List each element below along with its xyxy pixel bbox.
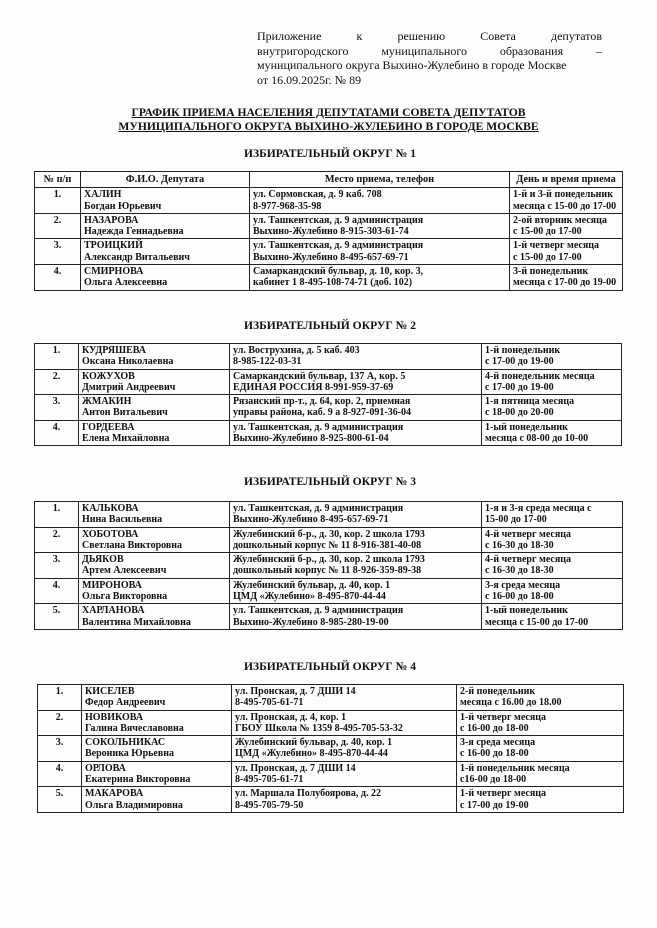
time-line: 3-я среда месяца [485,579,561,591]
place-line: ул. Пронская, д. 7 ДШИ 14 [235,762,356,774]
deputy-name-cell [79,527,230,553]
deputy-surname: МАКАРОВА [85,788,144,800]
place-line: ул. Ташкентская, д. 9 администрация [233,605,404,617]
reception-place-cell [230,395,482,421]
place-line: Самаркандский бульвар, д. 10, кор. 3, [253,266,424,278]
okrug-heading-1: ИЗБИРАТЕЛЬНЫЙ ОКРУГ № 1 [243,147,417,160]
reception-place-cell [230,527,482,553]
appendix-line: внутригородского муниципального образования – [257,43,602,58]
row-number: 4. [38,761,82,787]
appendix-line: муниципального округа Выхино-Жулебино в городе Москве [257,58,567,73]
table-row [38,761,624,787]
time-line: с 17-00 до 19-00 [485,356,554,368]
place-line: Выхино-Жулебино 8-495-657-69-71 [233,514,389,526]
deputy-given-name: Дмитрий Андреевич [82,381,176,393]
reception-place-cell [250,188,510,214]
time-line: 3-й понедельник [513,266,589,278]
row-number: 4. [35,265,81,291]
place-line: Выхино-Жулебино 8-915-303-61-74 [253,226,409,238]
deputy-surname: СОКОЛЬНИКАС [85,737,166,749]
place-line: ул. Вострухина, д. 5 каб. 403 [233,345,360,356]
reception-time-cell [482,578,623,604]
deputy-given-name: Галина Вячеславовна [85,722,184,734]
time-line: 1-я и 3-я среда месяца с [485,503,592,514]
time-line: с16-00 до 18-00 [460,774,527,786]
time-line: 2-ой вторник месяца [513,214,607,226]
deputy-name-cell [79,420,230,446]
place-line: ул. Ташкентская, д. 9 администрация [253,240,424,252]
reception-place-cell [232,736,457,762]
deputy-given-name: Ольга Владимировна [85,799,183,811]
deputy-surname: ТРОИЦКИЙ [84,240,143,252]
deputy-given-name: Валентина Михайловна [82,616,191,628]
row-number: 1. [38,685,82,711]
place-line: Рязанский пр-т., д. 64, кор. 2, приемная [233,396,411,408]
deputy-given-name: Светлана Викторовна [82,539,183,551]
reception-place-cell [230,553,482,579]
place-line: 8-977-968-35-98 [253,200,322,212]
place-line: ЦМД «Жулебино» 8-495-870-44-44 [235,748,388,760]
place-line: управы района, каб. 9 а 8-927-091-36-04 [233,407,412,419]
deputy-name-cell [82,710,232,736]
row-number: 3. [38,736,82,762]
place-line: ЦМД «Жулебино» 8-495-870-44-44 [233,591,386,603]
reception-time-cell [482,502,623,528]
reception-time-cell [457,736,624,762]
deputy-surname: ХОБОТОВА [82,528,139,540]
deputy-given-name: Надежда Геннадьевна [84,226,184,238]
place-line: 8-985-122-03-31 [233,356,302,368]
place-line: дошкольный корпус № 11 8-926-359-89-38 [233,565,422,577]
time-line: с 18-00 до 20-00 [485,407,554,419]
time-line: с 16-30 до 18-30 [485,539,554,551]
reception-time-cell [510,213,623,239]
deputy-surname: ХАЛИН [84,189,122,201]
deputy-name-cell [79,578,230,604]
deputy-given-name: Елена Михайловна [82,433,170,445]
okrug-heading-4: ИЗБИРАТЕЛЬНЫЙ ОКРУГ № 4 [243,660,417,673]
header-place: Место приема, телефон [250,172,510,188]
table-row [35,239,623,265]
header-name: Ф.И.О. Депутата [81,172,250,188]
deputy-surname: КОЖУХОВ [82,370,135,382]
deputy-name-cell [82,761,232,787]
table-row [38,710,624,736]
deputy-name-cell [79,395,230,421]
time-line: 1-й четверг месяца [513,240,600,252]
deputy-name-cell [82,787,232,813]
appendix-line: Приложение к решению Совета депутатов [257,29,602,43]
reception-time-cell [482,527,623,553]
deputy-surname: НАЗАРОВА [84,214,139,226]
deputy-name-cell [81,213,250,239]
reception-time-cell [482,553,623,579]
time-line: 2-й понедельник [460,686,536,697]
document-title [80,106,577,133]
table-row [35,213,623,239]
place-line: ул. Маршала Полубоярова, д. 22 [235,788,381,800]
reception-place-cell [250,265,510,291]
reception-place-cell [230,502,482,528]
reception-place-cell [230,420,482,446]
deputy-given-name: Богдан Юрьевич [84,200,162,212]
reception-time-cell [510,265,623,291]
place-line: Выхино-Жулебино 8-495-657-69-71 [253,251,409,263]
time-line: месяца с 16.00 до 18.00 [460,697,562,709]
deputy-given-name: Ольга Алексеевна [84,277,168,289]
row-number: 4. [35,578,79,604]
table-row [38,685,624,711]
place-line: 8-495-705-61-71 [235,697,304,709]
deputy-given-name: Федор Андреевич [85,697,166,709]
deputy-given-name: Вероника Юрьевна [85,748,175,760]
deputy-surname: НОВИКОВА [85,711,144,723]
header-num: № п/п [35,172,81,188]
deputy-name-cell [79,502,230,528]
row-number: 4. [35,420,79,446]
deputy-name-cell [81,239,250,265]
deputy-surname: КУДРЯШЕВА [82,345,147,356]
reception-place-cell [232,761,457,787]
reception-place-cell [230,369,482,395]
deputy-given-name: Оксана Николаевна [82,356,174,368]
deputy-surname: ДЬЯКОВ [82,554,124,566]
deputy-given-name: Нина Васильевна [82,514,163,526]
time-line: с 17-00 до 19-00 [485,381,554,393]
reception-time-cell [482,604,623,630]
place-line: Жулебинский б-р., д. 30, кор. 2 школа 1793 [233,528,425,540]
place-line: ул. Пронская, д. 7 ДШИ 14 [235,686,356,697]
row-number: 3. [35,395,79,421]
row-number: 3. [35,239,81,265]
table-row [35,604,623,630]
deputy-surname: ЖМАКИН [82,396,132,408]
deputy-name-cell [79,604,230,630]
reception-time-cell [457,761,624,787]
time-line: 4-й понедельник месяца [485,370,595,382]
reception-place-cell [250,213,510,239]
table-row [38,736,624,762]
deputy-given-name: Екатерина Викторовна [85,774,191,786]
deputy-given-name: Артем Алексеевич [82,565,167,577]
time-line: месяца с 17-00 до 19-00 [513,277,617,289]
reception-place-cell [232,787,457,813]
reception-time-cell [457,710,624,736]
place-line: ГБОУ Школа № 1359 8-495-705-53-32 [235,722,403,734]
row-number: 5. [35,604,79,630]
deputy-name-cell [82,685,232,711]
place-line: ул. Ташкентская, д. 9 администрация [233,421,404,433]
place-line: кабинет 1 8-495-108-74-71 (доб. 102) [253,277,413,289]
reception-time-cell [457,787,624,813]
reception-time-cell [482,395,622,421]
deputy-name-cell [79,553,230,579]
time-line: с 16-30 до 18-30 [485,565,554,577]
place-line: ул. Ташкентская, д. 9 администрация [253,214,424,226]
reception-place-cell [250,239,510,265]
okrug-heading-2: ИЗБИРАТЕЛЬНЫЙ ОКРУГ № 2 [243,319,417,332]
table-row [35,578,623,604]
time-line: месяца с 15-00 до 17-00 [485,616,589,628]
row-number: 1. [35,188,81,214]
place-line: Выхино-Жулебино 8-985-280-19-00 [233,616,389,628]
deputy-name-cell [79,344,230,370]
appendix-note [257,29,602,87]
okrug-table-4 [37,684,624,813]
deputy-surname: КИСЕЛЕВ [85,686,135,697]
reception-place-cell [232,685,457,711]
deputy-surname: МИРОНОВА [82,579,142,591]
place-line: 8-495-705-61-71 [235,774,304,786]
table-row [35,527,623,553]
row-number: 3. [35,553,79,579]
deputy-name-cell [82,736,232,762]
row-number: 2. [35,527,79,553]
deputy-given-name: Ольга Викторовна [82,591,168,603]
okrug-table-1 [34,171,623,291]
reception-time-cell [482,344,622,370]
time-line: месяца с 08-00 до 10-00 [485,433,589,445]
time-line: 15-00 до 17-00 [485,514,547,526]
place-line: 8-495-705-79-50 [235,799,304,811]
row-number: 1. [35,344,79,370]
row-number: 2. [35,213,81,239]
reception-time-cell [510,188,623,214]
table-row [35,344,622,370]
okrug-table-3 [34,501,623,630]
deputy-name-cell [81,188,250,214]
place-line: Жулебинский бульвар, д. 40, кор. 1 [235,737,393,749]
time-line: 1-ый понедельник [485,421,568,433]
table-row [38,787,624,813]
time-line: 4-й четверг месяца [485,528,572,540]
deputy-given-name: Александр Витальевич [84,251,190,263]
table-row [35,502,623,528]
place-line: Жулебинский бульвар, д. 40, кор. 1 [233,579,391,591]
time-line: с 15-00 до 17-00 [513,251,582,263]
place-line: ул. Пронская, д. 4, кор. 1 [235,711,347,723]
time-line: 4-й четверг месяца [485,554,572,566]
place-line: Самаркандский бульвар, 137 А, кор. 5 [233,370,406,382]
row-number: 2. [38,710,82,736]
table-row [35,395,622,421]
deputy-surname: КАЛЬКОВА [82,503,139,514]
place-line: ул. Сормовская, д. 9 каб. 708 [253,189,382,201]
time-line: 1-й четверг месяца [460,788,547,800]
reception-time-cell [482,369,622,395]
time-line: 1-й понедельник [485,345,561,356]
place-line: Выхино-Жулебино 8-925-800-61-04 [233,433,389,445]
reception-place-cell [230,344,482,370]
reception-place-cell [230,604,482,630]
time-line: с 16-00 до 18-00 [485,591,554,603]
row-number: 2. [35,369,79,395]
reception-time-cell [510,239,623,265]
deputy-name-cell [79,369,230,395]
time-line: 3-я среда месяца [460,737,536,749]
reception-place-cell [230,578,482,604]
time-line: месяца с 15-00 до 17-00 [513,200,617,212]
table-header-row [35,172,623,188]
row-number: 1. [35,502,79,528]
reception-time-cell [457,685,624,711]
okrug-table-2 [34,343,622,446]
time-line: с 16-00 до 18-00 [460,748,529,760]
place-line: ЕДИНАЯ РОССИЯ 8-991-959-37-69 [233,381,394,393]
reception-time-cell [482,420,622,446]
title-line: МУНИЦИПАЛЬНОГО ОКРУГА ВЫХИНО-ЖУЛЕБИНО В ГОРОДЕ МОСКВЕ [118,119,539,133]
time-line: 1-ый понедельник [485,605,568,617]
time-line: 1-й и 3-й понедельник [513,189,613,201]
deputy-surname: СМИРНОВА [84,266,144,278]
deputy-name-cell [81,265,250,291]
time-line: с 15-00 до 17-00 [513,226,582,238]
appendix-line: от 16.09.2025г. № 89 [257,72,362,87]
place-line: Жулебинский б-р., д. 30, кор. 2 школа 1793 [233,554,425,566]
table-row [35,265,623,291]
time-line: с 16-00 до 18-00 [460,722,529,734]
reception-place-cell [232,710,457,736]
table-row [35,553,623,579]
title-line: ГРАФИК ПРИЕМА НАСЕЛЕНИЯ ДЕПУТАТАМИ СОВЕТА ДЕПУТАТОВ [131,106,526,119]
deputy-surname: ОРЛОВА [85,762,126,774]
table-row [35,420,622,446]
time-line: 1-й понедельник месяца [460,762,570,774]
table-row [35,369,622,395]
deputy-surname: ХАРЛАНОВА [82,605,145,617]
table-row [35,188,623,214]
time-line: 1-й четверг месяца [460,711,547,723]
deputy-surname: ГОРДЕЕВА [82,421,135,433]
place-line: дошкольный корпус № 11 8-916-381-40-08 [233,539,422,551]
okrug-heading-3: ИЗБИРАТЕЛЬНЫЙ ОКРУГ № 3 [243,475,417,488]
time-line: 1-я пятница месяца [485,396,575,408]
place-line: ул. Ташкентская, д. 9 администрация [233,503,404,514]
row-number: 5. [38,787,82,813]
deputy-given-name: Антон Витальевич [82,407,168,419]
header-time: День и время приема [510,172,623,188]
time-line: с 17-00 до 19-00 [460,799,529,811]
